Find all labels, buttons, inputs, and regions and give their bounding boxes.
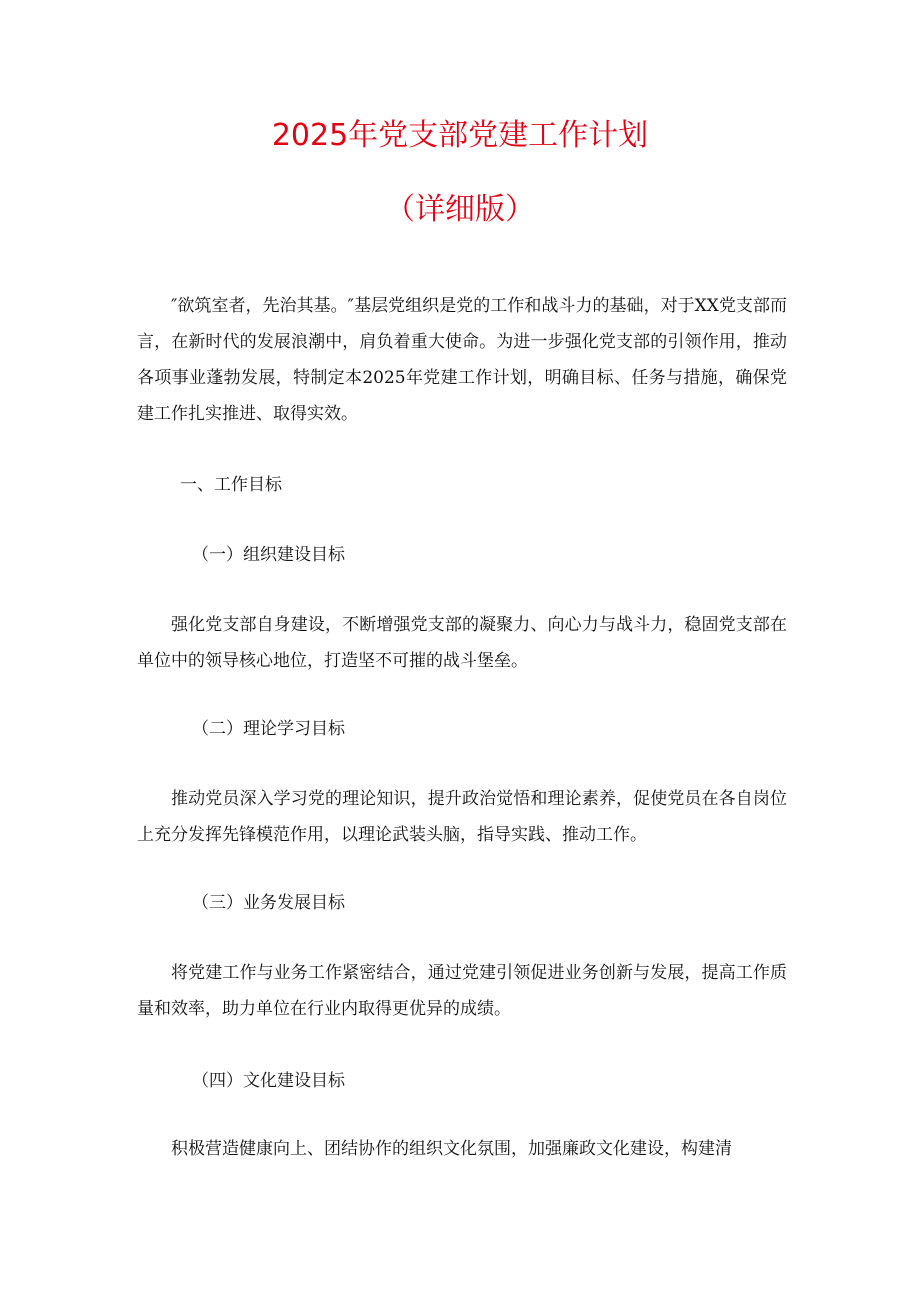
subsection-heading-culture: （四）文化建设目标 xyxy=(192,1071,345,1091)
subsection-text-culture: 积极营造健康向上、团结协作的组织文化氛围，加强廉政文化建设，构建清 xyxy=(171,1139,732,1159)
subsection-text-organization: 强化党支部自身建设，不断增强党支部的凝聚力、向心力与战斗力，稳固党支部在单位中的领导核心地位，打造坚不可摧的战斗堡垒。 xyxy=(137,615,787,671)
document-title: 2025年党支部党建工作计划 xyxy=(271,118,649,153)
subsection-text-theory: 推动党员深入学习党的理论知识，提升政治觉悟和理论素养，促使党员在各自岗位上充分发挥先锋模范作用，以理论武装头脑，指导实践、推动工作。 xyxy=(137,789,787,845)
document-subtitle: （详细版） xyxy=(385,192,535,227)
subsection-heading-organization: （一）组织建设目标 xyxy=(192,545,345,565)
section-heading-goals: 一、工作目标 xyxy=(180,475,282,495)
intro-paragraph: ″欲筑室者，先治其基。″基层党组织是党的工作和战斗力的基础，对于XX党支部而言，在新时代的发展浪潮中，肩负着重大使命。为进一步强化党支部的引领作用，推动各项事业蓬勃发展，特制定本2025年党建工作计划，明确目标、任务与措施，确保党建工作扎实推进、取得实效。 xyxy=(137,296,787,424)
subsection-heading-business: （三）业务发展目标 xyxy=(192,893,345,913)
subsection-heading-theory: （二）理论学习目标 xyxy=(192,719,345,739)
subsection-text-business: 将党建工作与业务工作紧密结合，通过党建引领促进业务创新与发展，提高工作质量和效率，助力单位在行业内取得更优异的成绩。 xyxy=(137,963,787,1019)
